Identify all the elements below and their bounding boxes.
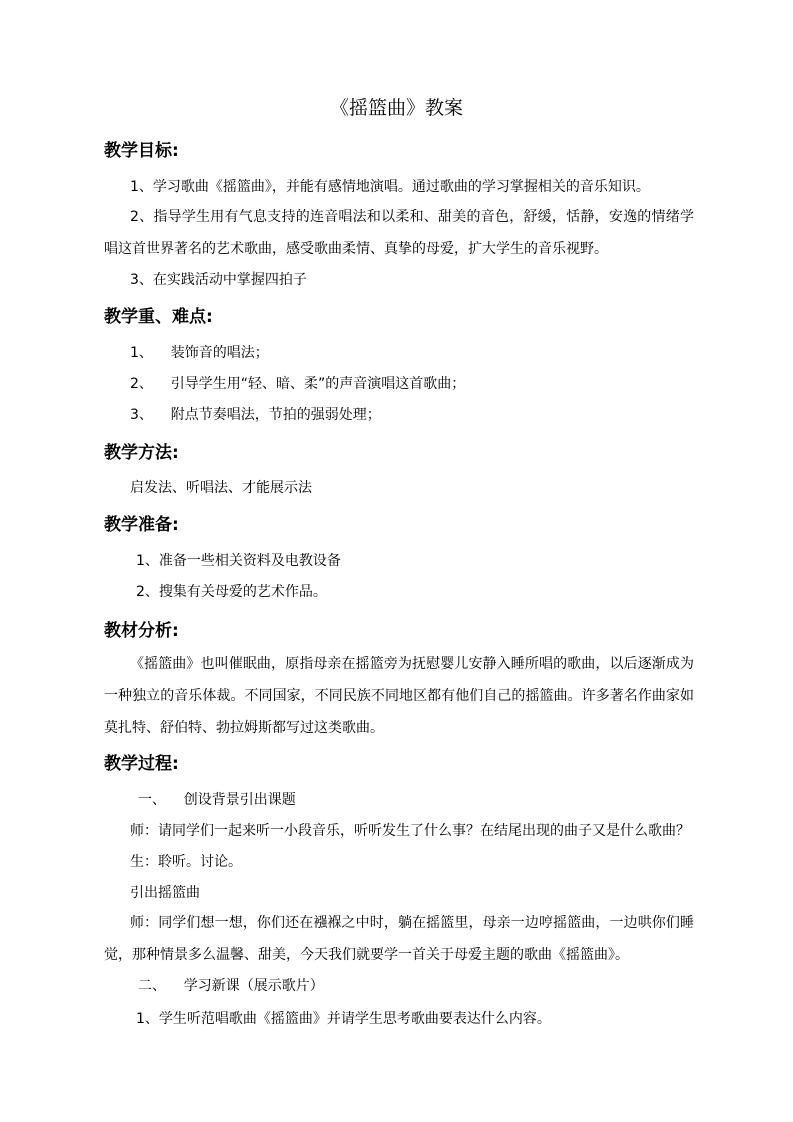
process-intro: 引出摇篮曲 (130, 885, 200, 901)
objective-item-1: 1、学习歌曲《摇篮曲》，并能有感情地演唱。通过歌曲的学习掌握相关的音乐知识。 (130, 179, 650, 195)
heading-key-points: 教学重、难点: (104, 307, 213, 327)
process-student-1: 生：聆听。讨论。 (130, 854, 242, 870)
heading-methods: 教学方法: (104, 443, 179, 463)
process-step-1: 一、 创设背景引出课题 (138, 792, 296, 808)
heading-analysis: 教材分析: (104, 621, 179, 641)
process-teacher-2: 师：同学们想一想，你们还在襁褓之中时，躺在摇篮里，母亲一边哼摇篮曲，一边哄你们睡觉，那种情景多么温馨、甜美，今天我们就要学一首关于母爱主题的歌曲《摇篮曲》。 (104, 915, 694, 963)
page-title: 《摇篮曲》教案 (329, 97, 463, 119)
analysis-text: 《摇篮曲》也叫催眠曲，原指母亲在摇篮旁为抚慰婴儿安静入睡所唱的歌曲，以后逐渐成为一种独立的音乐体裁。不同国家，不同民族不同地区都有他们自己的摇篮曲。许多著名作曲家如莫扎特、舒伯特、勃拉姆斯都写过这类歌曲。 (104, 656, 694, 736)
key-point-item-2: 2、 引导学生用“轻、暗、柔”的声音演唱这首歌曲； (130, 376, 466, 392)
preparation-item-1: 1、准备一些相关资料及电教设备 (136, 553, 341, 569)
objective-item-2: 2、指导学生用有气息支持的连音唱法和以柔和、甜美的音色，舒缓，恬静，安逸的情绪学唱这首世界著名的艺术歌曲，感受歌曲柔情、真挚的母爱，扩大学生的音乐视野。 (104, 209, 694, 257)
process-item-1: 1、学生听范唱歌曲《摇篮曲》并请学生思考歌曲要表达什么内容。 (136, 1011, 551, 1027)
method-item-1: 启发法、听唱法、才能展示法 (130, 480, 312, 496)
heading-objectives: 教学目标: (104, 141, 179, 161)
process-teacher-1: 师：请同学们一起来听一小段音乐，听听发生了什么事？在结尾出现的曲子又是什么歌曲？ (130, 823, 690, 839)
heading-preparation: 教学准备: (104, 515, 179, 535)
key-point-item-3: 3、 附点节奏唱法，节拍的强弱处理； (130, 407, 381, 423)
process-step-2: 二、 学习新课（展示歌片） (138, 978, 324, 994)
heading-process: 教学过程: (104, 754, 179, 774)
objective-item-3: 3、在实践活动中掌握四拍子 (130, 272, 307, 288)
preparation-item-2: 2、搜集有关母爱的艺术作品。 (136, 584, 327, 600)
key-point-item-1: 1、 装饰音的唱法； (130, 345, 269, 361)
